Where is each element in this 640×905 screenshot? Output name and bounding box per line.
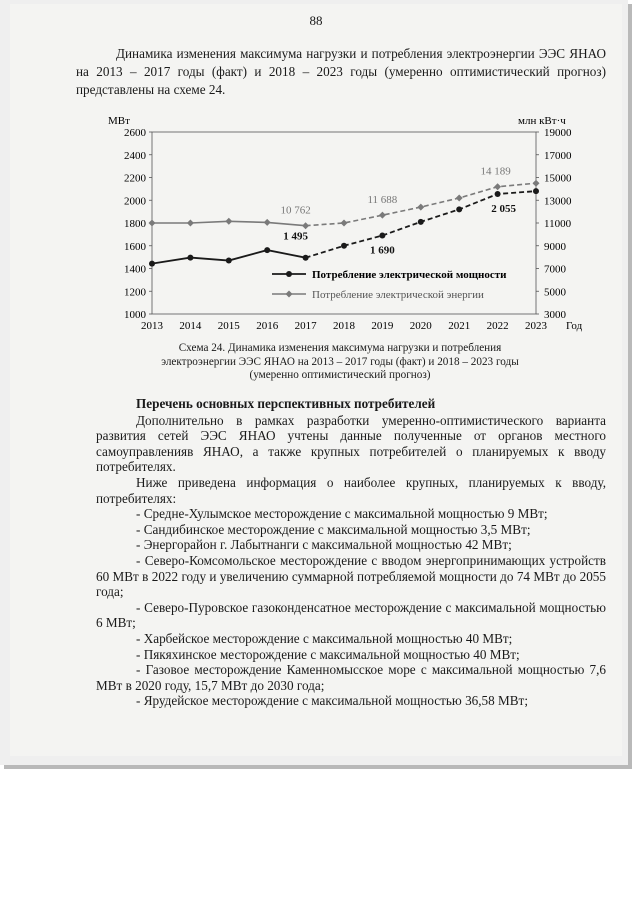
legend-energy-label: Потребление электрической энергии: [312, 289, 484, 301]
left-tick-label: 2400: [124, 149, 146, 162]
left-tick-label: 1800: [124, 218, 146, 230]
list-item: - Пякяхинское месторождение с максимальной мощностью 40 МВт;: [136, 646, 520, 662]
power-point: [533, 188, 539, 194]
chart-caption: [120, 342, 560, 383]
power-point: [303, 255, 309, 261]
energy-point: [225, 218, 232, 225]
right-tick-label: 3000: [544, 309, 566, 321]
energy-point: [379, 212, 386, 219]
energy-point: [149, 220, 156, 227]
left-tick-label: 2000: [124, 195, 146, 208]
x-tick-label: 2017: [294, 320, 317, 332]
right-tick-label: 13000: [544, 195, 572, 208]
energy-point: [456, 194, 463, 201]
right-tick-label: 17000: [544, 149, 572, 162]
data-label: 10 762: [280, 204, 311, 217]
power-point: [264, 247, 270, 253]
right-tick-label: 5000: [544, 286, 566, 299]
energy-point: [264, 219, 271, 226]
energy-point: [187, 220, 194, 227]
power-point: [226, 258, 232, 264]
power-point: [495, 191, 501, 197]
x-tick-label: 2014: [179, 320, 202, 332]
energy-point: [341, 220, 348, 227]
right-tick-label: 9000: [544, 240, 566, 253]
power-point: [187, 255, 193, 261]
power-point: [418, 219, 424, 225]
right-tick-label: 7000: [544, 263, 566, 276]
energy-point: [533, 180, 540, 187]
paragraph-1: Дополнительно в рамках разработки умеренно-оптимистического варианта развития сетей ЭЭС ЯНАО учтены данные полученные от органов местного самоуправленияв ЯНАО, а также крупных потребителей о планируемых к вводу потребителях.: [96, 412, 606, 475]
energy-point: [302, 222, 309, 229]
energy-point: [417, 204, 424, 211]
left-tick-label: 1400: [124, 263, 146, 276]
x-tick-label: 2016: [256, 320, 279, 332]
right-tick-label: 15000: [544, 172, 572, 185]
right-tick-label: 11000: [544, 218, 572, 230]
power-point: [456, 206, 462, 212]
caption-line-1: Схема 24. Динамика изменения максимума нагрузки и потребления: [178, 342, 502, 354]
right-axis-title: млн кВт·ч: [518, 115, 566, 127]
left-tick-label: 2200: [124, 172, 146, 185]
list-item: - Средне-Хулымское месторождение с максимальной мощностью 9 МВт;: [136, 506, 548, 522]
legend-power-marker: [286, 271, 292, 277]
left-tick-label: 1600: [124, 240, 146, 253]
list-item: - Харбейское месторождение с максимальной мощностью 40 МВт;: [136, 630, 513, 646]
data-label: 1 495: [283, 230, 308, 243]
left-tick-label: 1000: [124, 309, 146, 321]
page-sheet: [10, 4, 622, 756]
x-tick-label: 2013: [141, 320, 163, 332]
right-tick-label: 19000: [544, 127, 572, 139]
x-tick-label: 2015: [217, 320, 240, 332]
x-tick-label: 2020: [409, 320, 432, 332]
intro-paragraph: Динамика изменения максимума нагрузки и потребления электроэнергии ЭЭС ЯНАО на 2013 – 2017 годы (факт) и 2018 – 2023 годы (умеренно оптимистический прогноз) представлены на схеме 24.: [76, 46, 606, 97]
consumers-section: [96, 396, 606, 709]
list-item: - Газовое месторождение Каменномысское море с максимальной мощностью 7,6 МВт в 2020 году, 15,7 МВт до 2030 года;: [96, 662, 606, 693]
power-point: [341, 243, 347, 249]
list-item: - Северо-Пуровское газоконденсатное месторождение с максимальной мощностью 6 МВт;: [96, 599, 606, 631]
x-axis-title: Год: [566, 320, 583, 332]
left-tick-label: 2600: [124, 127, 146, 139]
x-tick-label: 2023: [525, 320, 547, 332]
list-item: - Сандибинское месторождение с максимальной мощностью 3,5 МВт;: [136, 521, 531, 537]
x-tick-label: 2021: [448, 320, 471, 332]
left-axis-title: МВт: [108, 115, 130, 127]
load-consumption-chart: [106, 112, 621, 337]
list-item: - Северо-Комсомольское месторождение с вводом энергопринимающих устройств 60 МВт в 2022 году и увеличению суммарной потребляемой мощности до 74 МВт до 2055 года;: [96, 552, 606, 600]
left-tick-label: 1200: [124, 286, 146, 299]
power-point: [149, 261, 155, 267]
data-label: 1 690: [370, 244, 395, 257]
data-label: 2 055: [491, 202, 516, 215]
page-number: 88: [309, 13, 323, 28]
data-label: 14 189: [480, 165, 511, 178]
power-point: [379, 233, 385, 239]
caption-line-2: электроэнергии ЭЭС ЯНАО на 2013 – 2017 годы (факт) и 2018 – 2023 годы: [161, 355, 519, 368]
caption-line-3: (умеренно оптимистический прогноз): [249, 369, 431, 381]
list-item: - Ярудейское месторождение с максимальной мощностью 36,58 МВт;: [136, 693, 528, 709]
legend-power-label: Потребление электрической мощности: [312, 269, 507, 281]
x-tick-label: 2019: [371, 320, 394, 332]
list-item: - Энергорайон г. Лабытнанги с максимальной мощностью 42 МВт;: [136, 537, 512, 553]
section-heading: Перечень основных перспективных потребителей: [136, 396, 436, 411]
energy-point: [494, 183, 501, 190]
x-tick-label: 2018: [333, 320, 355, 332]
paragraph-2: Ниже приведена информация о наиболее крупных, планируемых к вводу, потребителях:: [96, 474, 606, 506]
data-label: 11 688: [367, 194, 398, 207]
x-tick-label: 2022: [486, 320, 509, 332]
